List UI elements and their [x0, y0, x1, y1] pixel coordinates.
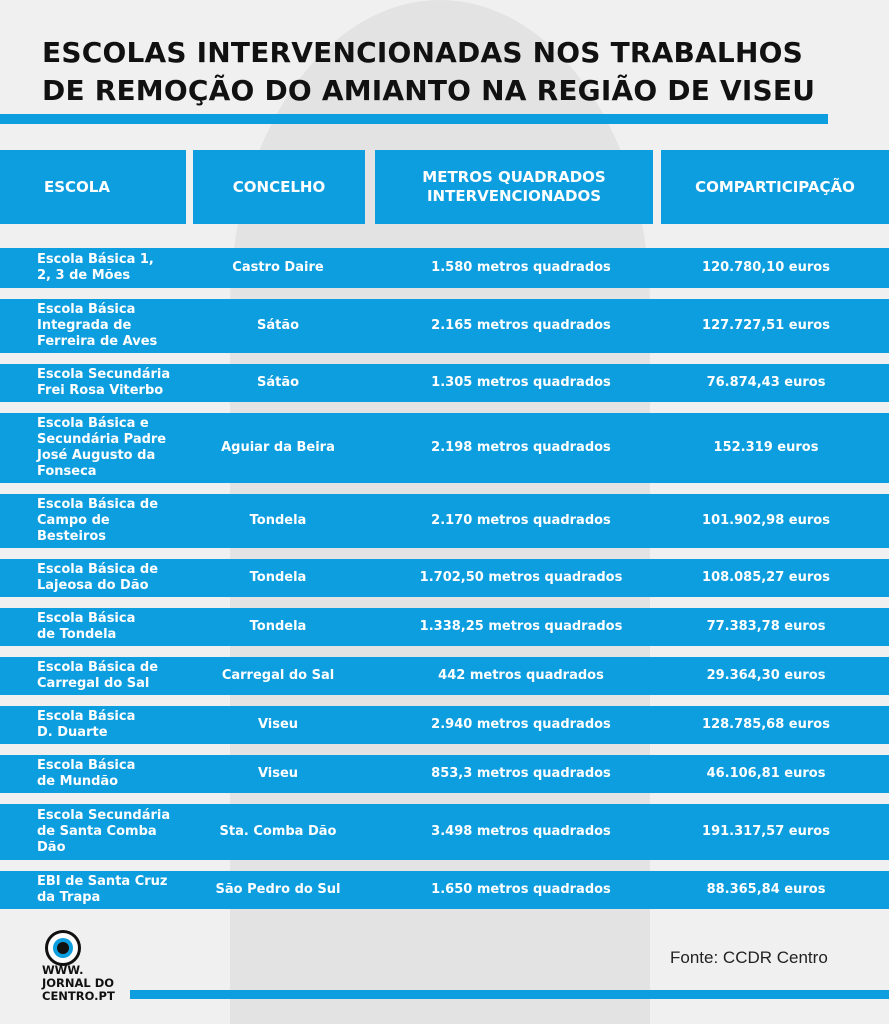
school-name-line: Integrada de: [37, 318, 132, 333]
concelho-cell: Sta. Comba Dão: [219, 824, 337, 839]
metros-cell: 2.198 metros quadrados: [431, 440, 611, 455]
school-name-line: Escola Básica: [37, 709, 136, 724]
metros-cell: 853,3 metros quadrados: [431, 766, 611, 781]
school-cell: [37, 559, 187, 597]
table-row: [0, 755, 889, 793]
comparticipacao-cell: 76.874,43 euros: [706, 375, 826, 390]
metros-cell: 1.305 metros quadrados: [431, 375, 611, 390]
school-cell: [37, 299, 187, 353]
school-name-line: Escola Secundária: [37, 367, 171, 382]
concelho-cell: Tondela: [249, 513, 307, 528]
school-cell: [37, 871, 187, 909]
school-cell: [37, 608, 187, 646]
school-name-line: Frei Rosa Viterbo: [37, 383, 164, 398]
table-row: [0, 608, 889, 646]
concelho-cell: Tondela: [249, 619, 307, 634]
school-cell: [37, 494, 187, 548]
comparticipacao-cell: 108.085,27 euros: [702, 570, 830, 585]
school-name-line: Escola Básica: [37, 611, 136, 626]
table-row: [0, 248, 889, 288]
logo-text: [42, 964, 142, 1003]
school-name-line: D. Duarte: [37, 725, 108, 740]
concelho-cell: Sátão: [256, 318, 300, 333]
page-title: [42, 34, 862, 110]
school-cell: [37, 706, 187, 744]
bottom-bar: [130, 990, 889, 999]
school-name-line: José Augusto da: [37, 448, 156, 463]
school-name-line: Fonseca: [37, 464, 97, 479]
title-line-1: ESCOLAS INTERVENCIONADAS NOS TRABALHOS: [42, 36, 803, 69]
school-name-line: Escola Básica de: [37, 660, 159, 675]
school-name-line: Ferreira de Aves: [37, 334, 158, 349]
school-name-line: Escola Básica de: [37, 497, 159, 512]
logo-line-3: CENTRO.PT: [42, 989, 115, 1003]
table-row: [0, 413, 889, 483]
school-name-line: Lajeosa do Dão: [37, 578, 149, 593]
comparticipacao-cell: 120.780,10 euros: [702, 260, 830, 275]
header-escola-label: ESCOLA: [44, 177, 110, 196]
metros-cell: 1.702,50 metros quadrados: [419, 570, 623, 585]
logo-line-1: WWW.: [42, 963, 84, 977]
school-name-line: Besteiros: [37, 529, 107, 544]
table-row: [0, 871, 889, 909]
table-row: [0, 804, 889, 860]
school-name-line: de Santa Comba: [37, 824, 157, 839]
table-row: [0, 559, 889, 597]
comparticipacao-cell: 152.319 euros: [713, 440, 819, 455]
comparticipacao-cell: 128.785,68 euros: [702, 717, 830, 732]
school-name-line: Escola Básica 1,: [37, 252, 154, 267]
table-row: [0, 494, 889, 548]
school-cell: [37, 413, 187, 483]
metros-cell: 1.650 metros quadrados: [431, 882, 611, 897]
concelho-cell: Carregal do Sal: [221, 668, 335, 683]
header-metros-line2: INTERVENCIONADOS: [426, 187, 602, 205]
table-row: [0, 364, 889, 402]
concelho-cell: Viseu: [257, 766, 299, 781]
school-name-line: Carregal do Sal: [37, 676, 150, 691]
logo-line-2: JORNAL DO: [42, 976, 115, 990]
school-cell: [37, 364, 187, 402]
school-name-line: de Mundão: [37, 774, 119, 789]
school-name-line: da Trapa: [37, 890, 101, 905]
header-concelho: [193, 150, 365, 224]
metros-cell: 1.580 metros quadrados: [431, 260, 611, 275]
header-escola: [0, 150, 186, 224]
title-underline: [0, 114, 828, 124]
concelho-cell: Castro Daire: [232, 260, 324, 275]
school-name-line: 2, 3 de Mões: [37, 268, 131, 283]
header-metros: [375, 150, 653, 224]
school-name-line: Escola Secundária: [37, 808, 171, 823]
school-name-line: Escola Básica e: [37, 416, 149, 431]
source-credit: Fonte: CCDR Centro: [670, 948, 828, 967]
school-cell: [37, 755, 187, 793]
metros-cell: 442 metros quadrados: [438, 668, 604, 683]
comparticipacao-cell: 88.365,84 euros: [706, 882, 826, 897]
school-cell: [37, 248, 187, 288]
school-name-line: Dão: [37, 840, 66, 855]
school-name-line: Escola Básica: [37, 302, 136, 317]
comparticipacao-cell: 46.106,81 euros: [706, 766, 826, 781]
header-metros-line1: METROS QUADRADOS: [422, 168, 606, 186]
concelho-cell: Tondela: [249, 570, 307, 585]
concelho-cell: São Pedro do Sul: [215, 882, 341, 897]
table-row: [0, 657, 889, 695]
header-comparticipacao-label: COMPARTICIPAÇÃO: [695, 177, 855, 196]
header-comparticipacao: [661, 150, 889, 224]
header-concelho-label: CONCELHO: [232, 177, 326, 196]
metros-cell: 2.165 metros quadrados: [431, 318, 611, 333]
comparticipacao-cell: 127.727,51 euros: [702, 318, 830, 333]
concelho-cell: Viseu: [257, 717, 299, 732]
title-line-2: DE REMOÇÃO DO AMIANTO NA REGIÃO DE VISEU: [42, 74, 816, 107]
comparticipacao-cell: 29.364,30 euros: [706, 668, 826, 683]
table-row: [0, 299, 889, 353]
school-cell: [37, 657, 187, 695]
metros-cell: 2.940 metros quadrados: [431, 717, 611, 732]
metros-cell: 1.338,25 metros quadrados: [419, 619, 623, 634]
school-name-line: EBI de Santa Cruz: [37, 874, 168, 889]
concelho-cell: Aguiar da Beira: [221, 440, 335, 455]
comparticipacao-cell: 191.317,57 euros: [702, 824, 830, 839]
metros-cell: 2.170 metros quadrados: [431, 513, 611, 528]
school-cell: [37, 804, 187, 860]
logo-pupil: [57, 942, 69, 954]
school-name-line: Escola Básica: [37, 758, 136, 773]
metros-cell: 3.498 metros quadrados: [431, 824, 611, 839]
school-name-line: de Tondela: [37, 627, 117, 642]
comparticipacao-cell: 101.902,98 euros: [702, 513, 830, 528]
comparticipacao-cell: 77.383,78 euros: [706, 619, 826, 634]
concelho-cell: Sátão: [256, 375, 300, 390]
eye-logo-icon: [45, 930, 81, 966]
school-name-line: Secundária Padre: [37, 432, 167, 447]
table-row: [0, 706, 889, 744]
school-name-line: Escola Básica de: [37, 562, 159, 577]
school-name-line: Campo de: [37, 513, 110, 528]
